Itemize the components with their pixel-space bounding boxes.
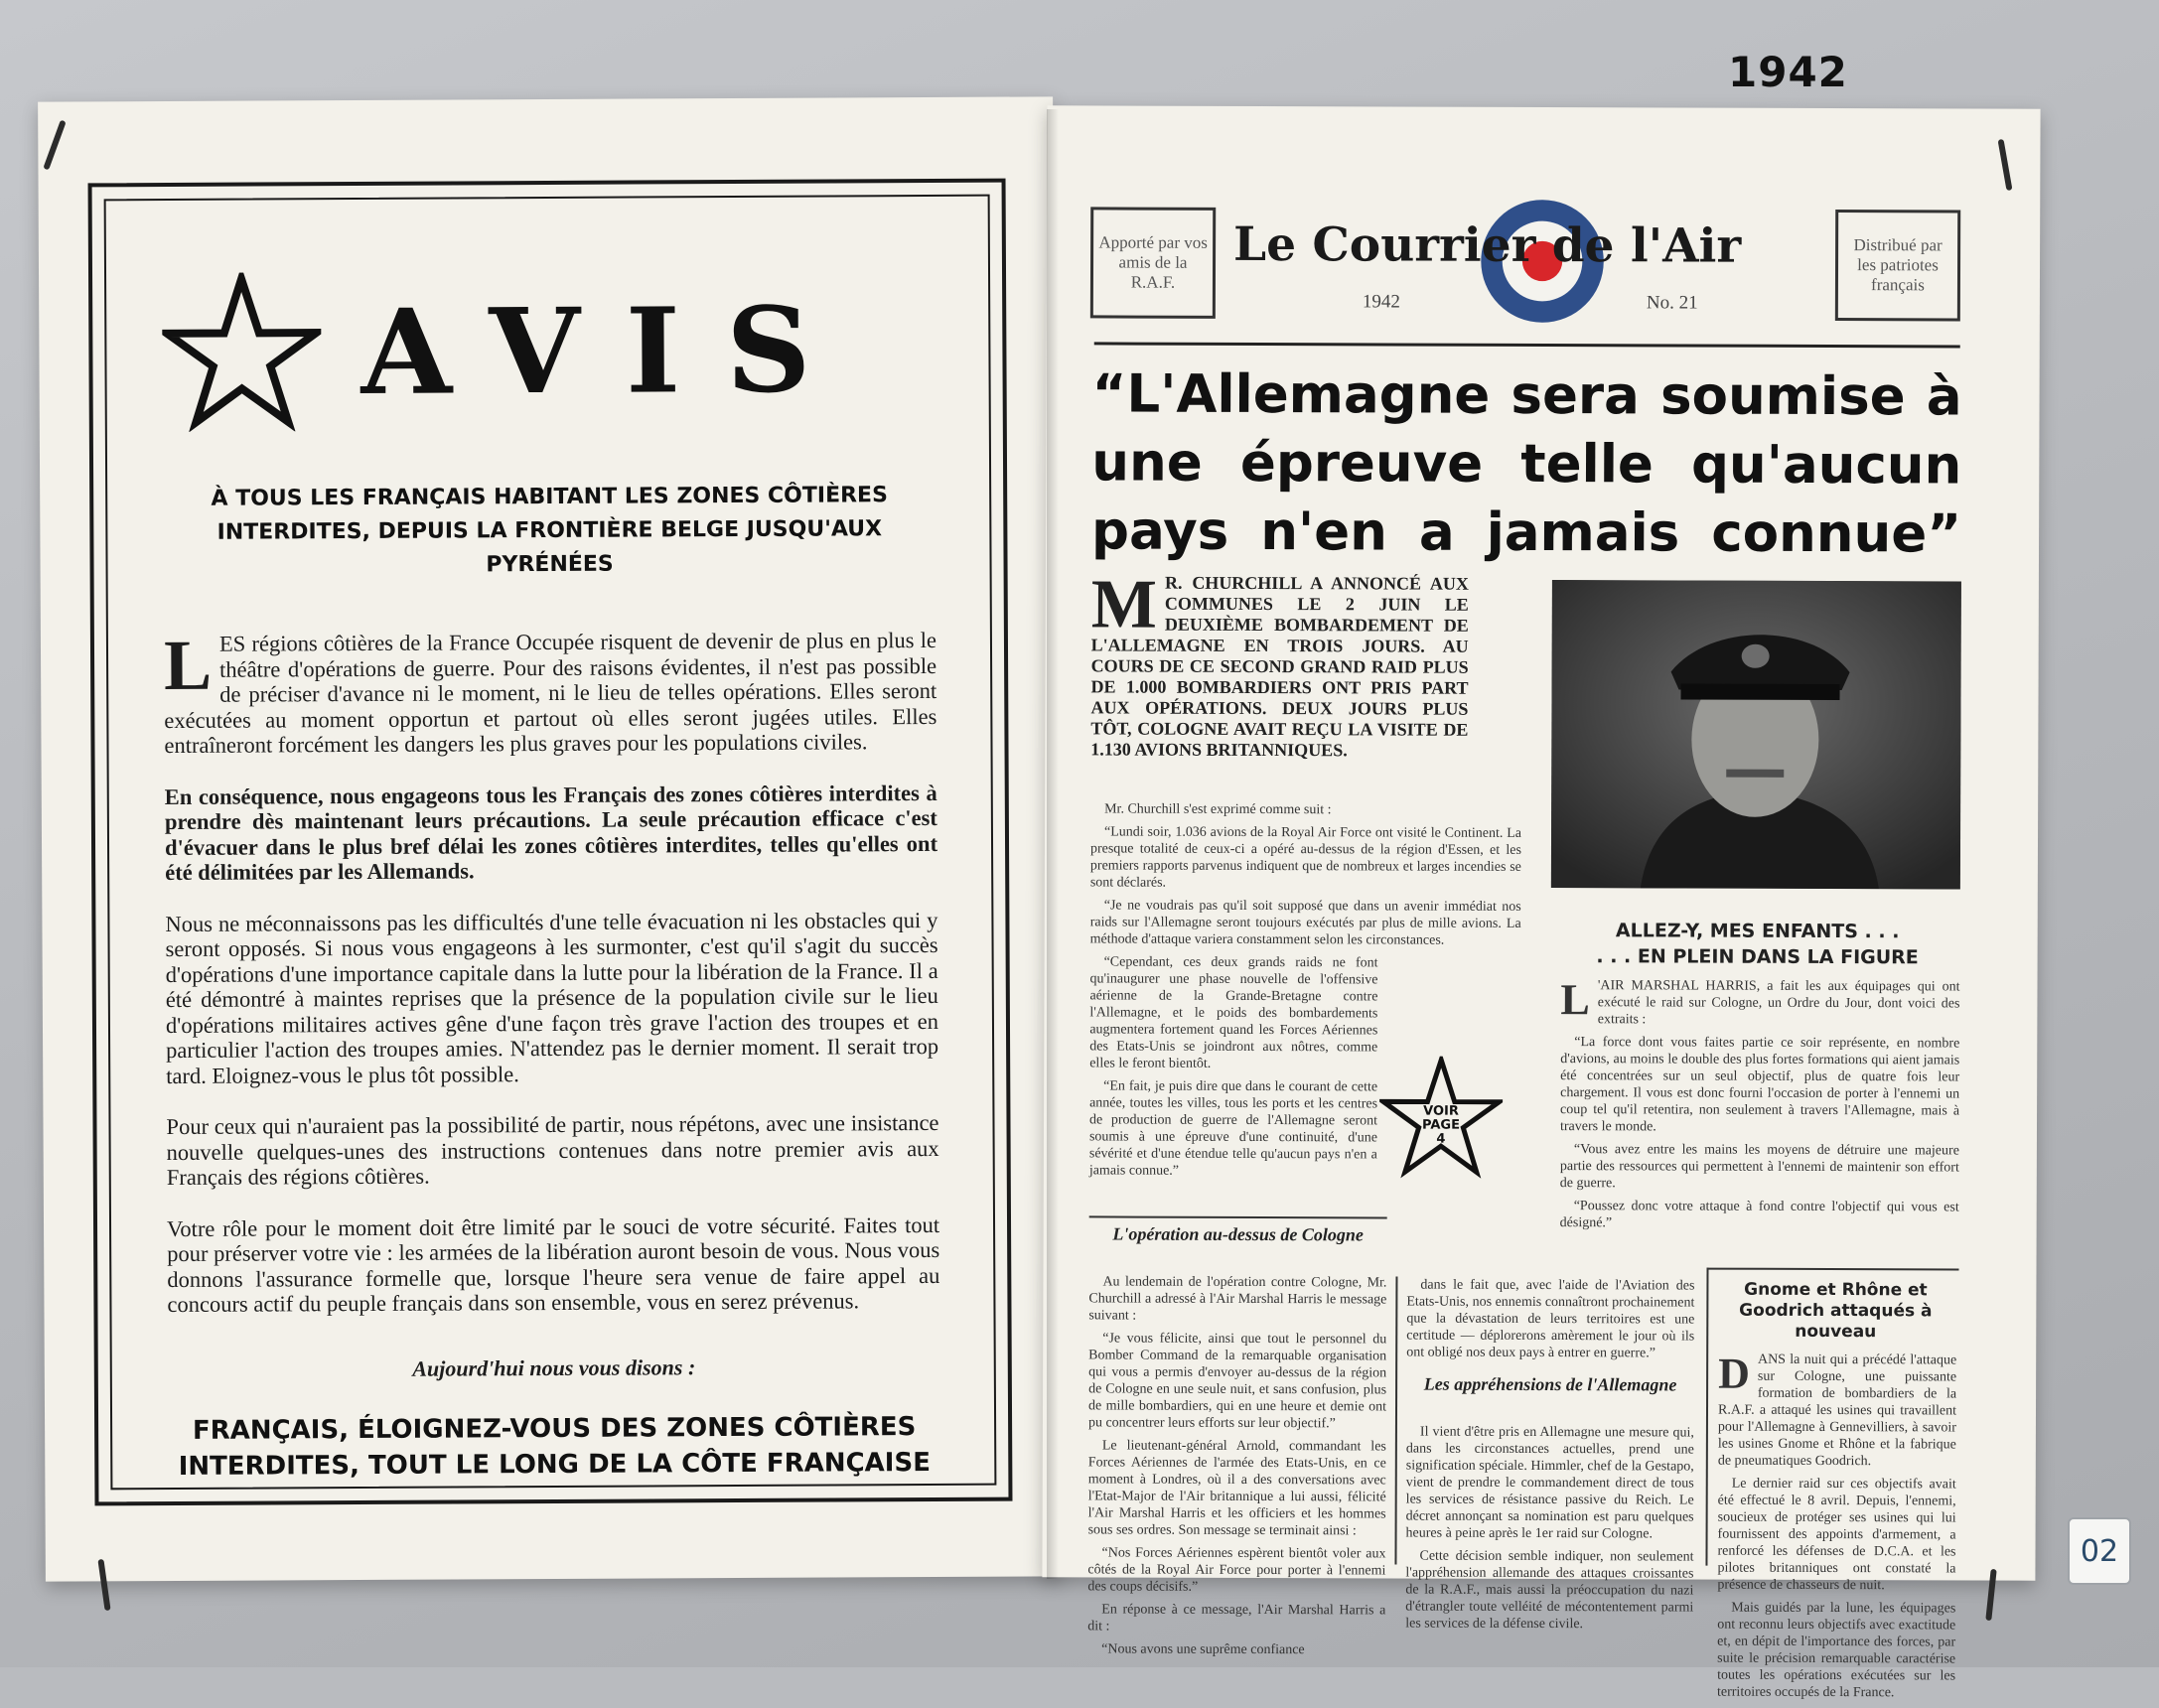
avis-paragraph: Nous ne méconnaissons pas les difficultés d'une telle évacuation ni les obstacles qui y seront opposés. Si nous vous engageons à les surmonter, c'est qu'il s'agit du succès d'opérations d'une importance capitale dans la lutte pour la libération de la France. Il a été démontré à maintes reprises que la présence de la population civile sur le lieu d'opérations militaires actives gêne d'une façon très grave l'action des troupes et en particulier l'action des troupes amies. N'attendez pas le dernier moment. Il serait trop tard. Eloignez-vous le plus tôt possible.: [165, 907, 939, 1088]
portrait-image: [1551, 580, 1961, 889]
article-column-2: Au lendemain de l'opération contre Cologne, Mr. Churchill a adressé à l'Air Marshal Harris le message suivant : “Je vous félicite, ainsi que tout le personnel du Bomber Command de la remarquable organisation qui vous a permis d'envoyer au-dessus de la région de Cologne en une seule nuit, et sans confusion, plus de mille bombardiers, qui en une heure et demie ont pu concentrer leurs efforts sur leur objectif.” Le lieutenant-général Arnold, commandant les Forces Aériennes de l'armée des Etats-Unis, en ce moment à Londres, où il a des conversations avec l'Etat-Major de l'Air britannique a lui aussi, félicité l'Air Marshal Harris et les officiers et les hommes sous ses ordres. Son message se terminait ainsi : “Nos Forces Aériennes espèrent bientôt voler aux côtés de la Royal Air Force pour porter à l'ennemi des coups décisifs.” En réponse à ce message, l'Air Marshal Harris a dit : “Nous avons une suprême confiance: [1087, 1274, 1387, 1658]
drop-cap: M: [1090, 566, 1158, 643]
issue-number: No. 21: [1646, 292, 1698, 314]
drop-cap: L: [163, 625, 213, 706]
masthead-left-box: Apporté par vos amis de la R.A.F.: [1090, 207, 1216, 318]
avis-today-line: Aujourd'hui nous vous disons :: [412, 1353, 696, 1381]
exhibit-number-label: 02: [2068, 1517, 2131, 1585]
avis-sheet: [38, 96, 1061, 1581]
section-heading-cologne: L'opération au-dessus de Cologne: [1112, 1223, 1364, 1245]
avis-paragraph: LES régions côtières de la France Occupée risquent de devenir de plus en plus le théâtre d'opérations de guerre. Pour des raisons évidentes, il n'est pas possible de préciser d'avance ni le moment, ni le lieu de telles opérations. Elles seront exécutées au moment opportun et partout où elles seront jugées utiles. Elles entraîneront forcément les dangers les plus graves pour les populations civiles.: [163, 625, 937, 759]
column-divider: [1705, 1268, 1708, 1566]
issue-year: 1942: [1362, 291, 1400, 313]
portrait-photo: [1551, 580, 1961, 889]
drop-cap: L: [1560, 975, 1590, 1025]
drop-cap: D: [1718, 1349, 1751, 1398]
box-article: DANS la nuit qui a précédé l'attaque sur Cologne, une puissante formation de bombardiers de la R.A.F. a attaqué les usines qui travaillent pour l'Allemagne à Gennevilliers, à savoir les usines Gnome et Rhône et la fabrique de pneumatiques Goodrich. Le dernier raid sur ces objectifs avait été effectué le 8 avril. Depuis, l'ennemi, soucieux de protéger ses usines qui lui fournissent des appoints d'armement, a renforcé les défenses de D.C.A. et les pilotes britanniques ont constaté la présence de chasseurs de nuit. Mais guidés par la lune, les équipages ont reconnu leurs objectifs avec exactitude et, en dépit de l'importance des forces, par suite le précision remarquable caractérise toutes les opérations exécutées sur les territoires occupés de la France.: [1716, 1349, 1957, 1701]
article-column-3: dans le fait que, avec l'aide de l'Aviation des Etats-Unis, nos ennemis connaîtront prochainement que la dévastation de leurs territoires est une certitude — déplorerons amèrement le jour où ils ont obligé nos deux pays à entrer en guerre.”: [1406, 1277, 1695, 1361]
masthead-rule: [1094, 342, 1960, 348]
masthead-right-box: Distribué par les patriotes français: [1835, 210, 1960, 321]
avis-frame: [88, 179, 1013, 1506]
avis-final-message: FRANÇAIS, ÉLOIGNEZ-VOUS DES ZONES CÔTIÈRES INTERDITES, TOUT LE LONG DE LA CÔTE FRANÇAISE: [178, 1411, 931, 1482]
avis-paragraph: Pour ceux qui n'auraient pas la possibilité de partir, nous répétons, avec une insistance nouvelle quelques-unes des instructions contenues dans notre premier avis aux Français des régions côtières.: [166, 1109, 939, 1191]
box-rule: [1707, 1268, 1959, 1271]
avis-title: AVIS: [360, 279, 857, 421]
newspaper-title: Le Courrier de l'Air: [1233, 216, 1742, 274]
avis-content: [104, 195, 997, 1491]
page-fold-shadow: [1047, 109, 1059, 1579]
headline: “L'Allemagne sera soumise à une épreuve telle qu'aucun pays n'en a jamais connue”: [1090, 363, 1962, 565]
avis-subtitle: À TOUS LES FRANÇAIS HABITANT LES ZONES CÔTIÈRES INTERDITES, DEPUIS LA FRONTIÈRE BELGE JUSQU'AUX PYRÉNÉES: [211, 483, 888, 578]
harris-column: L 'AIR MARSHAL HARRIS, a fait les aux équipages qui ont exécuté le raid sur Cologne, un Ordre du Jour, dont voici des extraits : “La force dont vous faites partie ce soir représente, en nombre d'avions, au moins le double des plus fortes formations qui aient jamais été concentrées sur un seul objectif, plus de quatre fois leur chargement. Il vous est donc fourni l'occasion de porter à l'ennemi un coup tel qu'il retentira, non seulement à travers l'Allemagne, mais à travers le monde. “Vous avez entre les mains les moyens de détruire une majeure partie des ressources qui permettent à l'ennemi de maintenir son effort de guerre. “Poussez donc votre attaque à fond contre l'objectif qui vous est désigné.”: [1559, 975, 1960, 1231]
section-heading-allemagne: Les appréhensions de l'Allemagne: [1423, 1373, 1677, 1395]
column-divider: [1394, 1276, 1397, 1564]
year-label: 1942: [1728, 48, 1848, 96]
photo-caption: ALLEZ-Y, MES ENFANTS . . . . . . EN PLEIN DANS LA FIGURE: [1596, 920, 1919, 969]
avis-header: [162, 274, 936, 427]
section-rule: [1089, 1215, 1387, 1218]
lede-paragraph: M R. CHURCHILL A ANNONCÉ AUX COMMUNES LE 2 JUIN LE DEUXIÈME BOMBARDEMENT DE L'ALLEMAGNE EN TROIS JOURS. AU COURS DE CE SECOND GRAND RAID PLUS DE 1.000 BOMBARDIERS ONT PRIS PART AUX OPÉRATIONS. DEUX JOURS PLUS TÔT, COLOGNE AVAIT REÇU LA VISITE DE 1.130 AVIONS BRITANNIQUES.: [1090, 566, 1469, 761]
avis-paragraph: Votre rôle pour le moment doit être limité par le souci de votre sécurité. Faites tout pour préserver votre vie : les armées de la libération auront besoin de vous. Nous vous donnons l'assurance formelle que, lorsque l'heure sera venue de faire appel au concours actif du peuple français dans son ensemble, vous en serez prévenus.: [166, 1211, 940, 1318]
article-column-1: Mr. Churchill s'est exprimé comme suit : “Lundi soir, 1.036 avions de la Royal Air Force ont visité le Continent. La presque totalité de ceux-ci a opéré au-dessus de la région d'Essen, et les premiers rapports parvenus indiquent que de nombreux et larges incendies se sont déclarés. “Je ne voudrais pas qu'il soit supposé que dans un avenir immédiat nos raids sur l'Allemagne seront toujours exécutés par plus de mille avions. La méthode d'attaque variera constamment selon les circonstances. “Cependant, ces deux grands raids ne font qu'inaugurer une phase nouvelle de l'offensive aérienne de la Grande-Bretagne contre l'Allemagne, et le poids des bombardements augmentera fortement quand les Forces Aériennes des Etats-Unis se joindront aux nôtres, comme elles le feront bientôt. “En fait, je puis dire que dans le courant de cette année, toutes les villes, tous les ports et les centres de production de guerre de l'Allemagne seront soumis à une épreuve d'une continuité, d'une sévérité et d'une étendue telle qu'aucun pays n'en a jamais connue.”: [1088, 801, 1522, 1179]
courrier-sheet: [1042, 105, 2040, 1701]
star-icon: [162, 272, 322, 432]
article-column-3b: Il vient d'être pris en Allemagne une mesure qui, dans les circonstances actuelles, prend une signification spéciale. Himmler, chef de la Gestapo, vient de prendre le commandement direct de tous les services de résistance passive du Reich. Le décret annonçant sa nomination est paru quelques heures à peine après le 1er raid sur Cologne. Cette décision semble indiquer, non seulement l'appréhension allemande des attaques croissantes de la R.A.F., mais aussi la préoccupation du nazi d'étrangler toute velléité de mécontentement parmi les services de la défense civile.: [1405, 1424, 1694, 1633]
box-heading: Gnome et Rhône et Goodrich attaqués à nouveau: [1739, 1279, 1933, 1343]
avis-paragraph: En conséquence, nous engageons tous les Français des zones côtières interdites à prendre dès maintenant leurs précautions. La seule précaution efficace c'est d'évacuer dans le plus bref délai les zones côtières interdites, telles qu'elles ont été délimitées par les Allemands.: [164, 780, 938, 886]
voir-page-link[interactable]: VOIR PAGE 4: [1421, 1103, 1461, 1147]
